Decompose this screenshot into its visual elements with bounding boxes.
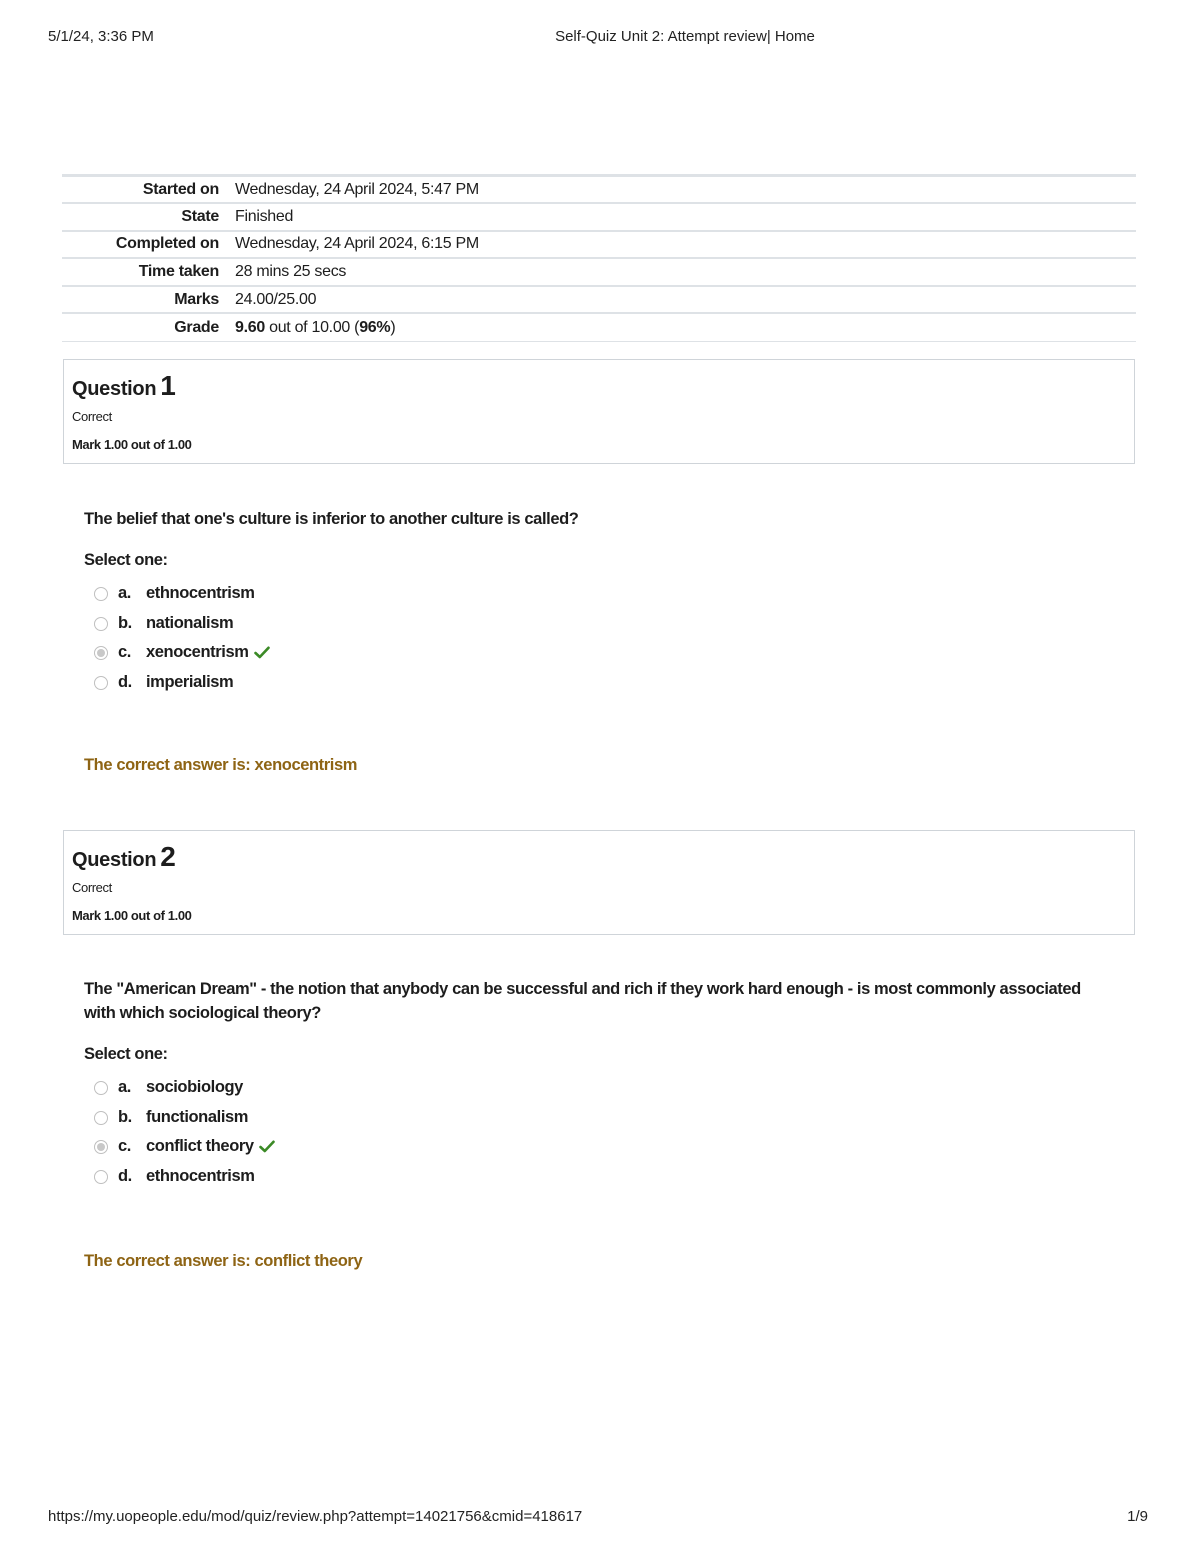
answer-text: functionalism xyxy=(146,1107,249,1126)
answer-option-selected[interactable] xyxy=(84,1137,1114,1167)
answer-option[interactable] xyxy=(84,614,1114,644)
correct-check-icon xyxy=(259,1140,275,1153)
answer-radio[interactable] xyxy=(94,587,108,601)
answer-radio-checked[interactable] xyxy=(94,646,108,660)
question-label: Question xyxy=(72,378,157,400)
correct-check-icon xyxy=(254,646,270,659)
question-number: 2 xyxy=(160,841,176,872)
question-label: Question xyxy=(72,849,157,871)
summary-value: Wednesday, 24 April 2024, 6:15 PM xyxy=(235,235,479,253)
summary-row-time-taken xyxy=(62,258,1136,286)
summary-row-completed xyxy=(62,231,1136,259)
summary-value xyxy=(235,313,1136,341)
summary-label: Time taken xyxy=(138,263,219,281)
answer-letter: c. xyxy=(118,643,131,661)
question-text: The belief that one's culture is inferior to another culture is called? xyxy=(84,510,579,528)
select-one-prompt: Select one: xyxy=(84,551,168,569)
answer-letter: b. xyxy=(118,1107,132,1126)
answer-text-wrap xyxy=(146,643,270,662)
summary-label: Grade xyxy=(174,318,219,336)
right-answer-feedback: The correct answer is: conflict theory xyxy=(84,1252,363,1270)
answer-text: xenocentrism xyxy=(146,643,249,661)
answer-text-wrap xyxy=(146,1137,275,1156)
summary-row-started xyxy=(62,176,1136,204)
answer-text: ethnocentrism xyxy=(146,584,255,602)
summary-value: Wednesday, 24 April 2024, 5:47 PM xyxy=(235,180,479,198)
answer-option-selected[interactable] xyxy=(84,643,1114,673)
question-heading xyxy=(72,370,176,402)
answer-text: sociobiology xyxy=(146,1078,243,1096)
answer-text: ethnocentrism xyxy=(146,1166,255,1185)
question-content-1 xyxy=(84,507,1114,702)
question-content-2 xyxy=(84,977,1114,1196)
grade-out-of: out of 10.00 ( xyxy=(264,318,360,336)
answer-radio[interactable] xyxy=(94,676,108,690)
answer-list xyxy=(84,1078,1114,1196)
summary-label: State xyxy=(181,207,219,225)
grade-value: 9.60 xyxy=(235,318,265,336)
question-info-2 xyxy=(63,830,1135,935)
summary-row-grade xyxy=(62,313,1136,341)
summary-row-marks xyxy=(62,286,1136,314)
print-header xyxy=(0,28,1200,48)
answer-letter: b. xyxy=(118,613,132,632)
question-state: Correct xyxy=(72,880,112,895)
answer-letter: a. xyxy=(118,1078,131,1096)
answer-letter: c. xyxy=(118,1137,131,1155)
summary-row-state xyxy=(62,203,1136,231)
answer-text: nationalism xyxy=(146,613,234,632)
question-state: Correct xyxy=(72,409,112,424)
answer-letter: a. xyxy=(118,584,131,602)
answer-radio[interactable] xyxy=(94,617,108,631)
attempt-summary-table xyxy=(62,174,1136,342)
grade-close: ) xyxy=(390,318,396,336)
question-number: 1 xyxy=(160,370,176,401)
question-text: The "American Dream" - the notion that anybody can be successful and rich if they work hard enough - is most commonly associated with which sociological theory? xyxy=(84,980,1081,1022)
answer-letter: d. xyxy=(118,672,132,691)
print-url[interactable]: https://my.uopeople.edu/mod/quiz/review.php?attempt=14021756&cmid=418617 xyxy=(48,1508,583,1525)
grade-percent: 96% xyxy=(359,318,391,336)
answer-radio[interactable] xyxy=(94,1111,108,1125)
answer-option[interactable] xyxy=(84,584,1114,614)
answer-letter: d. xyxy=(118,1166,132,1185)
answer-option[interactable] xyxy=(84,1078,1114,1108)
answer-option[interactable] xyxy=(84,1167,1114,1197)
print-page-number: 1/9 xyxy=(1127,1508,1148,1525)
summary-label: Marks xyxy=(174,290,219,308)
summary-label: Started on xyxy=(142,180,219,198)
question-mark: Mark 1.00 out of 1.00 xyxy=(72,437,192,452)
answer-option[interactable] xyxy=(84,1108,1114,1138)
answer-radio[interactable] xyxy=(94,1081,108,1095)
summary-label: Completed on xyxy=(115,235,219,253)
answer-option[interactable] xyxy=(84,673,1114,703)
answer-text: imperialism xyxy=(146,672,234,691)
summary-value: 24.00/25.00 xyxy=(235,290,317,308)
answer-radio-checked[interactable] xyxy=(94,1140,108,1154)
question-info-1 xyxy=(63,359,1135,464)
question-mark: Mark 1.00 out of 1.00 xyxy=(72,908,192,923)
right-answer-feedback: The correct answer is: xenocentrism xyxy=(84,756,358,774)
print-page-title: Self-Quiz Unit 2: Attempt review| Home xyxy=(555,28,815,45)
answer-radio[interactable] xyxy=(94,1170,108,1184)
question-heading xyxy=(72,841,176,873)
summary-value: 28 mins 25 secs xyxy=(235,263,347,281)
summary-value: Finished xyxy=(235,207,294,225)
print-datetime: 5/1/24, 3:36 PM xyxy=(48,28,154,45)
answer-text: conflict theory xyxy=(146,1137,254,1155)
answer-list xyxy=(84,584,1114,702)
select-one-prompt: Select one: xyxy=(84,1045,168,1063)
